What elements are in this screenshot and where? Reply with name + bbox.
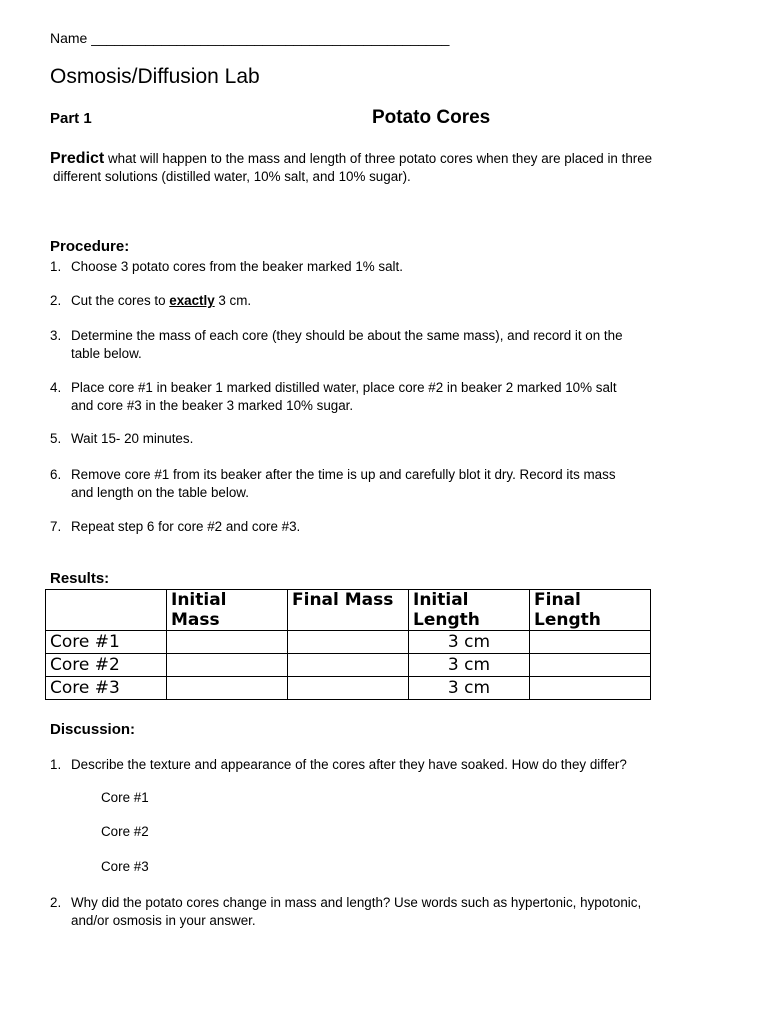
step-text: Repeat step 6 for core #2 and core #3. [71,519,301,534]
step-text [71,379,731,414]
page-title: Osmosis/Diffusion Lab [50,65,260,88]
predict-lead: Predict [50,150,105,167]
final-mass-cell[interactable] [288,677,409,700]
step-number: 6. [50,467,62,482]
predict-line-2: different solutions (distilled water, 10% salt, and 10% sugar). [53,169,411,184]
final-length-cell[interactable] [530,631,651,654]
step-number: 5. [50,431,62,446]
initial-length-cell: 3 cm [409,677,530,700]
section-title: Potato Cores [372,107,491,128]
step-line-2: and core #3 in the beaker 3 marked 10% sugar. [71,397,354,413]
step-text-pre: Cut the cores to [71,293,170,308]
initial-mass-cell[interactable] [167,677,288,700]
column-header: Initial Mass [167,590,288,631]
row-label: Core #3 [46,677,167,700]
step-text [71,292,731,310]
step-line-1: Remove core #1 from its beaker after the time is up and carefully blot it dry. Record its mass [71,467,616,482]
step-text [71,466,731,501]
procedure-heading: Procedure: [50,238,130,255]
table-header-row [46,590,651,631]
final-length-cell[interactable] [530,654,651,677]
step-number: 3. [50,328,62,343]
step-text: Choose 3 potato cores from the beaker marked 1% salt. [71,259,403,274]
step-text: Wait 15- 20 minutes. [71,431,194,446]
question-text: Describe the texture and appearance of the cores after they have soaked. How do they differ? [71,757,627,772]
final-length-cell[interactable] [530,677,651,700]
name-line: Name ______________________________________________ [50,30,450,46]
column-header: Final Mass [288,590,409,631]
step-text-emphasis: exactly [169,293,215,308]
final-mass-cell[interactable] [288,631,409,654]
step-number: 4. [50,380,62,395]
step-line-2: table below. [71,345,142,361]
step-line-1: Determine the mass of each core (they should be about the same mass), and record it on the [71,328,623,343]
predict-paragraph [50,150,750,186]
discussion-core-1: Core #1 [101,790,149,805]
step-line-1: Place core #1 in beaker 1 marked distilled water, place core #2 in beaker 2 marked 10% salt [71,380,617,395]
column-header: Final Length [530,590,651,631]
table-row [46,631,651,654]
row-label: Core #2 [46,654,167,677]
question-line-1: Why did the potato cores change in mass and length? Use words such as hypertonic, hypotonic, [71,895,642,910]
initial-mass-cell[interactable] [167,654,288,677]
initial-length-cell: 3 cm [409,654,530,677]
results-heading: Results: [50,570,110,587]
discussion-core-2: Core #2 [101,824,149,839]
table-row [46,654,651,677]
question-number: 1. [50,757,62,772]
step-number: 2. [50,293,62,308]
predict-line-1: what will happen to the mass and length of three potato cores when they are placed in three [104,151,653,166]
column-header: Initial Length [409,590,530,631]
step-text [71,327,731,362]
initial-mass-cell[interactable] [167,631,288,654]
discussion-core-3: Core #3 [101,859,149,874]
part-label: Part 1 [50,110,92,127]
step-line-2: and length on the table below. [71,484,249,500]
question-text [71,894,731,929]
step-number: 1. [50,259,62,274]
table-row [46,677,651,700]
initial-length-cell: 3 cm [409,631,530,654]
final-mass-cell[interactable] [288,654,409,677]
question-number: 2. [50,895,62,910]
row-label: Core #1 [46,631,167,654]
results-table [45,589,651,700]
question-line-2: and/or osmosis in your answer. [71,912,256,928]
discussion-heading: Discussion: [50,721,136,738]
column-header [46,590,167,631]
step-number: 7. [50,519,62,534]
step-text-post: 3 cm. [214,293,252,308]
